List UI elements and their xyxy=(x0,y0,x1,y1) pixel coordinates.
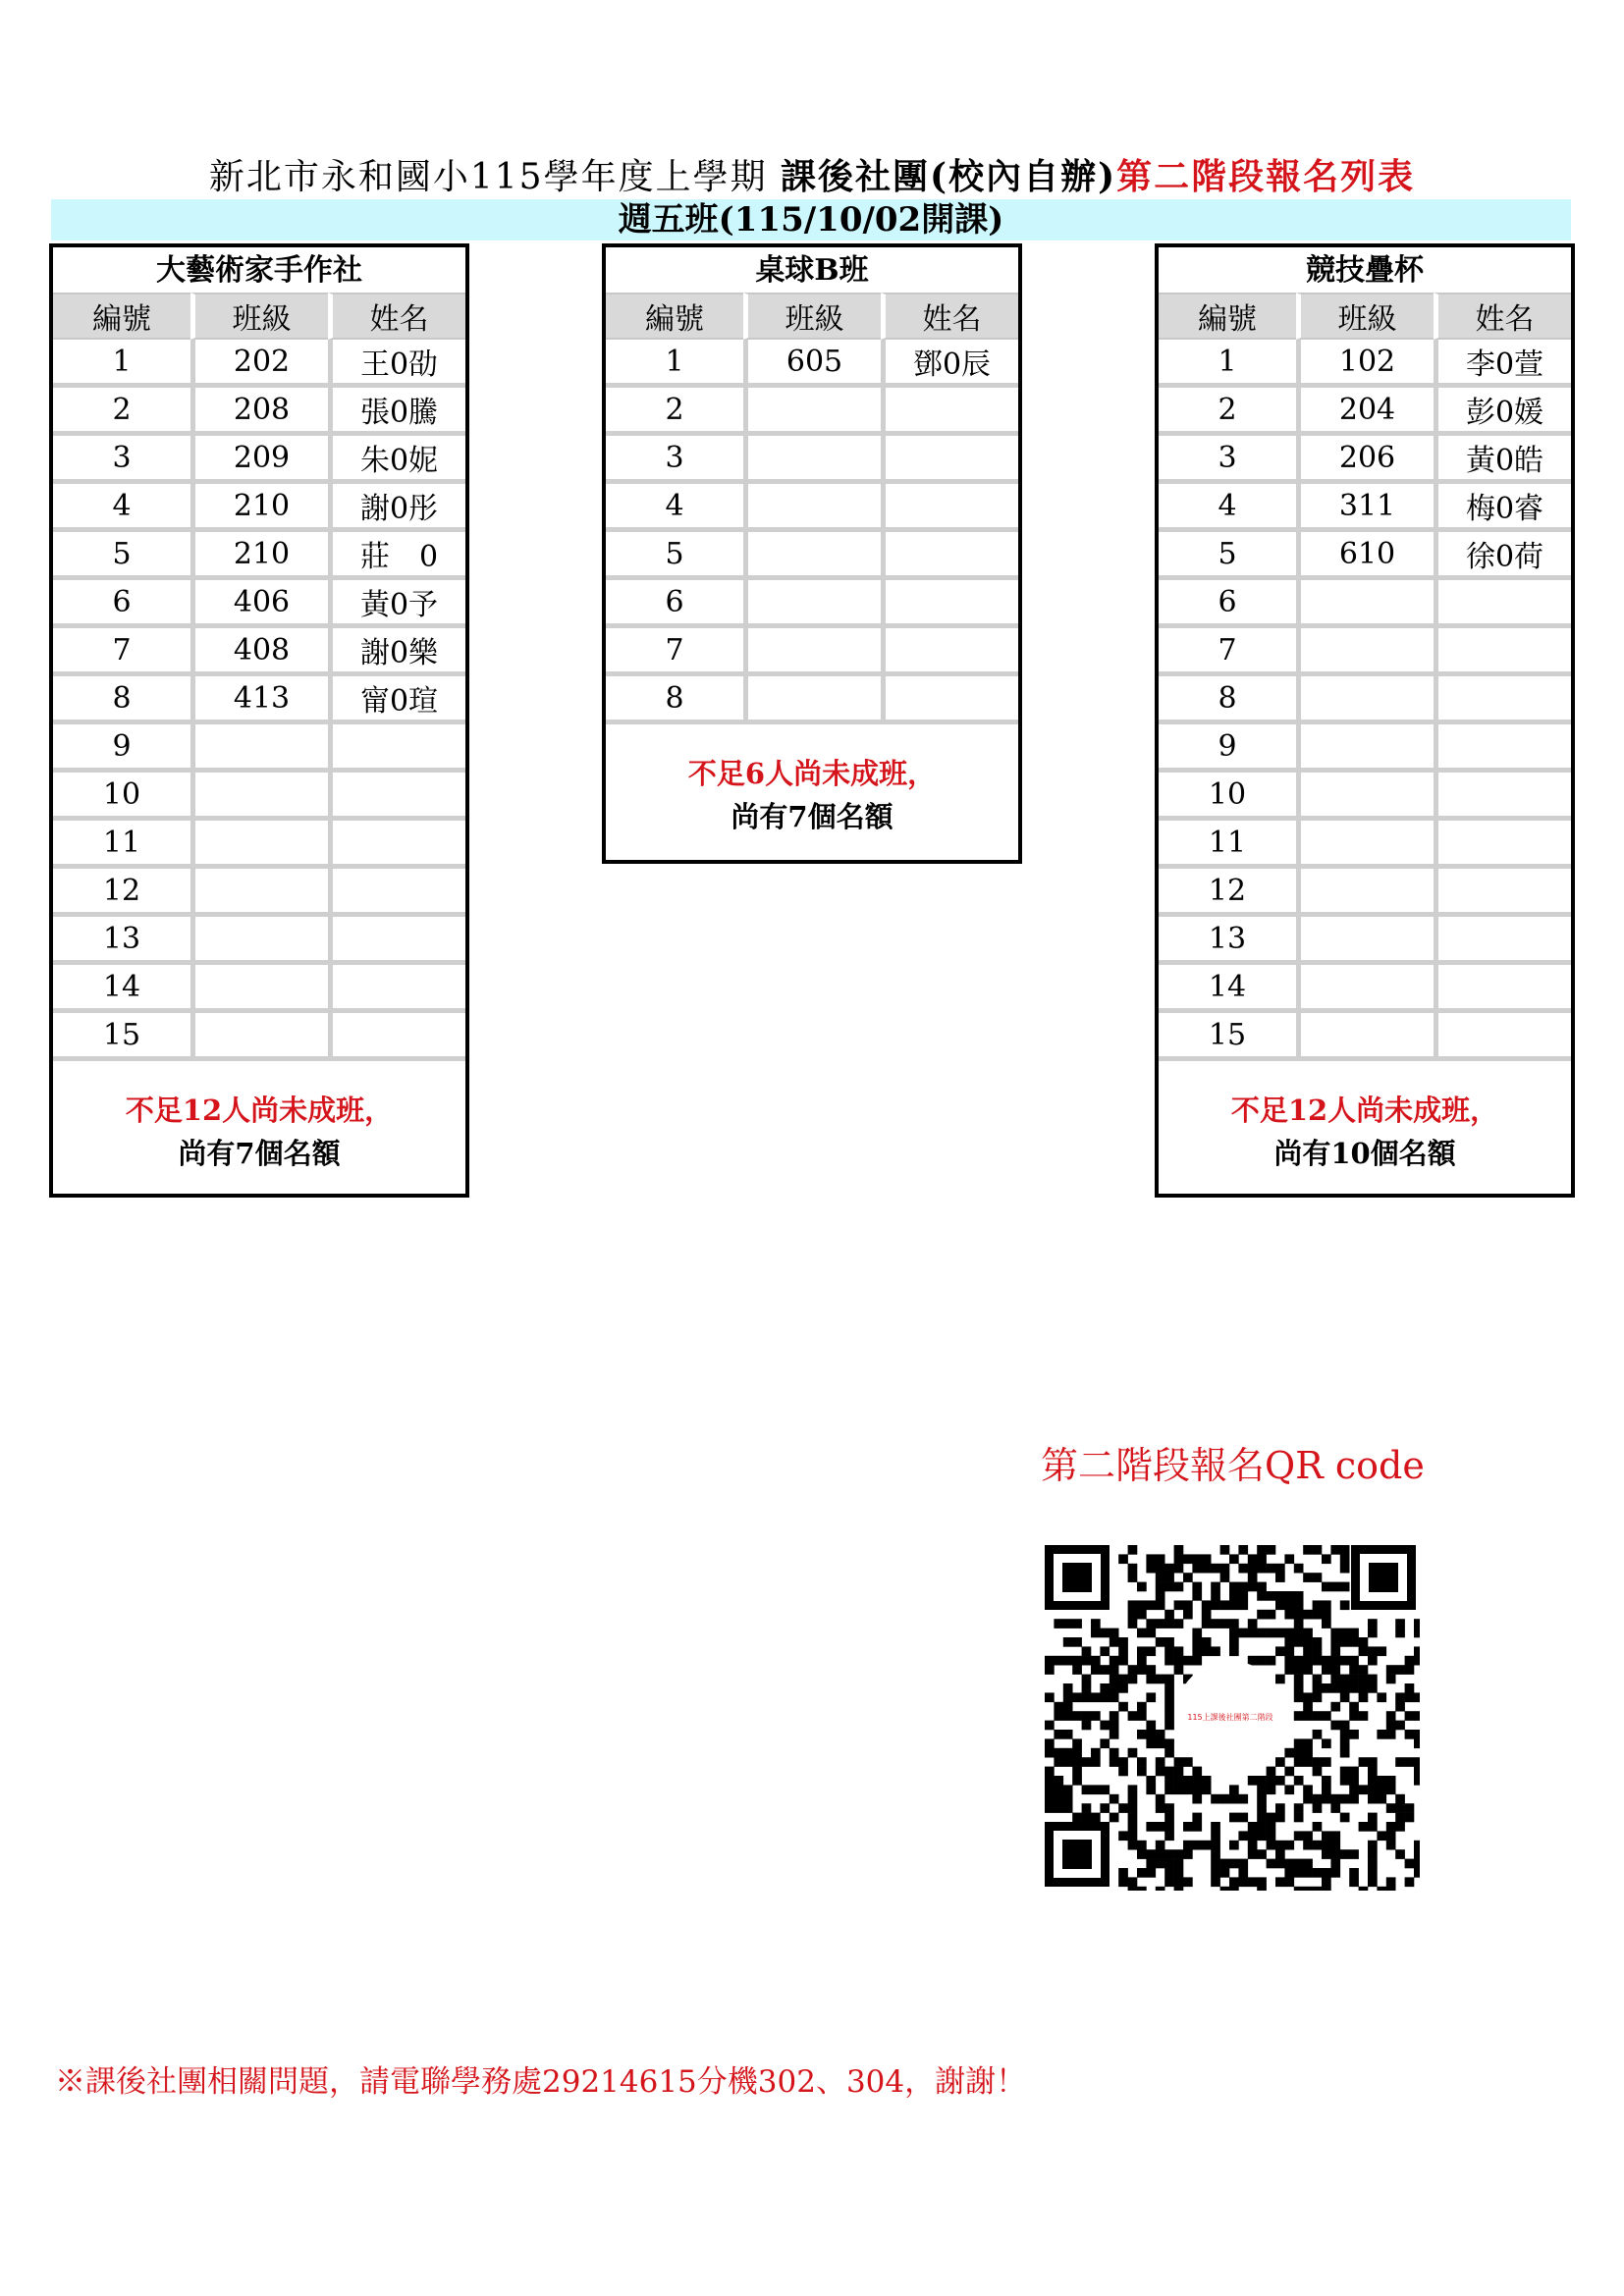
row-number: 2 xyxy=(53,388,190,436)
row-name: 彭0媛 xyxy=(1434,388,1571,436)
row-class xyxy=(1296,917,1434,965)
roster-table xyxy=(53,293,465,1061)
row-number: 5 xyxy=(1159,532,1296,580)
row-number: 1 xyxy=(53,340,190,388)
row-name xyxy=(1434,580,1571,628)
table-header-row xyxy=(1159,293,1571,340)
table-row xyxy=(1159,917,1571,965)
row-number: 3 xyxy=(606,436,743,484)
column-header: 編號 xyxy=(53,293,190,340)
table-row xyxy=(1159,869,1571,917)
row-number: 14 xyxy=(53,965,190,1013)
table-row xyxy=(53,1013,465,1061)
club-name: 競技疊杯 xyxy=(1306,253,1424,288)
row-name xyxy=(328,1013,465,1061)
row-number: 12 xyxy=(1159,869,1296,917)
row-class xyxy=(1296,580,1434,628)
row-number: 5 xyxy=(606,532,743,580)
row-name: 甯0瑄 xyxy=(328,676,465,724)
title-program: 課後社團(校內自辦) xyxy=(781,156,1117,197)
row-number: 6 xyxy=(53,580,190,628)
column-header: 班級 xyxy=(190,293,328,340)
table-row xyxy=(53,628,465,676)
table-row xyxy=(53,724,465,773)
table-row xyxy=(1159,724,1571,773)
row-class xyxy=(743,484,881,532)
status-warning: 不足12人尚未成班， xyxy=(125,1094,394,1127)
table-row xyxy=(53,436,465,484)
schedule-banner: 週五班(115/10/02開課) xyxy=(51,199,1571,240)
row-number: 9 xyxy=(53,724,190,773)
qr-finder-bottom-left xyxy=(1045,1822,1110,1887)
row-class xyxy=(190,773,328,821)
status-warning: 不足12人尚未成班， xyxy=(1230,1094,1499,1127)
row-number: 12 xyxy=(53,869,190,917)
table-row xyxy=(53,340,465,388)
table-row xyxy=(1159,388,1571,436)
row-name: 黃0皓 xyxy=(1434,436,1571,484)
row-number: 4 xyxy=(53,484,190,532)
table-row xyxy=(1159,532,1571,580)
row-number: 15 xyxy=(53,1013,190,1061)
club-panel-cup-stacking xyxy=(1155,243,1575,1198)
column-header: 編號 xyxy=(606,293,743,340)
table-row xyxy=(53,773,465,821)
qr-finder-top-left xyxy=(1045,1545,1110,1610)
row-class: 210 xyxy=(190,484,328,532)
qr-center-label: 115上課後社團第二階段 xyxy=(1187,1713,1273,1722)
row-class xyxy=(190,869,328,917)
table-row xyxy=(1159,340,1571,388)
row-name: 梅0睿 xyxy=(1434,484,1571,532)
row-class xyxy=(743,676,881,724)
row-name xyxy=(328,821,465,869)
row-name xyxy=(1434,869,1571,917)
table-row xyxy=(606,388,1018,436)
row-class: 605 xyxy=(743,340,881,388)
row-class: 610 xyxy=(1296,532,1434,580)
row-name: 謝0彤 xyxy=(328,484,465,532)
row-number: 4 xyxy=(606,484,743,532)
row-name: 朱0妮 xyxy=(328,436,465,484)
row-name xyxy=(881,388,1018,436)
row-name xyxy=(328,965,465,1013)
table-row xyxy=(1159,1013,1571,1061)
column-header: 編號 xyxy=(1159,293,1296,340)
table-row xyxy=(1159,484,1571,532)
row-name xyxy=(328,724,465,773)
row-name: 王0劭 xyxy=(328,340,465,388)
row-number: 1 xyxy=(1159,340,1296,388)
column-header: 姓名 xyxy=(1434,293,1571,340)
remaining-seats: 尚有7個名額 xyxy=(731,800,893,833)
row-name: 鄧0辰 xyxy=(881,340,1018,388)
row-name xyxy=(881,676,1018,724)
row-class: 208 xyxy=(190,388,328,436)
column-header: 班級 xyxy=(1296,293,1434,340)
row-number: 5 xyxy=(53,532,190,580)
row-name: 徐0荷 xyxy=(1434,532,1571,580)
table-row xyxy=(1159,676,1571,724)
enrollment-note xyxy=(53,1061,465,1175)
club-panel-table-tennis xyxy=(602,243,1022,864)
row-number: 6 xyxy=(1159,580,1296,628)
roster-table xyxy=(1159,293,1571,1061)
table-row xyxy=(53,532,465,580)
table-row xyxy=(606,628,1018,676)
enrollment-note xyxy=(1159,1061,1571,1175)
row-name xyxy=(1434,1013,1571,1061)
club-name: 桌球B班 xyxy=(755,253,869,288)
table-row xyxy=(1159,628,1571,676)
table-row xyxy=(53,388,465,436)
row-class xyxy=(1296,821,1434,869)
row-name: 張0騰 xyxy=(328,388,465,436)
qr-caption: 第二階段報名QR code xyxy=(1041,1444,1425,1487)
row-class: 311 xyxy=(1296,484,1434,532)
column-header: 班級 xyxy=(743,293,881,340)
club-panel-art xyxy=(49,243,469,1198)
table-row xyxy=(606,580,1018,628)
row-class xyxy=(1296,869,1434,917)
table-row xyxy=(53,917,465,965)
row-number: 6 xyxy=(606,580,743,628)
row-class: 408 xyxy=(190,628,328,676)
club-name: 大藝術家手作社 xyxy=(156,253,362,288)
row-name xyxy=(328,869,465,917)
row-name xyxy=(1434,965,1571,1013)
row-name xyxy=(881,436,1018,484)
row-name xyxy=(1434,724,1571,773)
row-class xyxy=(743,532,881,580)
row-class: 210 xyxy=(190,532,328,580)
column-header: 姓名 xyxy=(881,293,1018,340)
table-header-row xyxy=(53,293,465,340)
row-class: 413 xyxy=(190,676,328,724)
row-name xyxy=(881,628,1018,676)
row-name xyxy=(1434,773,1571,821)
row-number: 2 xyxy=(1159,388,1296,436)
table-row xyxy=(53,869,465,917)
row-class xyxy=(1296,628,1434,676)
row-name: 黃0予 xyxy=(328,580,465,628)
row-name xyxy=(881,580,1018,628)
row-class xyxy=(190,1013,328,1061)
row-number: 10 xyxy=(53,773,190,821)
table-row xyxy=(53,965,465,1013)
table-row xyxy=(53,580,465,628)
row-number: 11 xyxy=(53,821,190,869)
row-number: 11 xyxy=(1159,821,1296,869)
row-name xyxy=(328,917,465,965)
row-name xyxy=(881,484,1018,532)
row-number: 10 xyxy=(1159,773,1296,821)
table-row xyxy=(1159,436,1571,484)
row-name xyxy=(1434,676,1571,724)
row-class xyxy=(743,628,881,676)
status-warning: 不足6人尚未成班， xyxy=(687,757,937,790)
table-row xyxy=(606,484,1018,532)
table-row xyxy=(53,484,465,532)
row-class: 206 xyxy=(1296,436,1434,484)
row-number: 8 xyxy=(1159,676,1296,724)
table-row xyxy=(1159,821,1571,869)
row-number: 7 xyxy=(1159,628,1296,676)
row-number: 14 xyxy=(1159,965,1296,1013)
table-row xyxy=(53,821,465,869)
title-list: 第二階段報名列表 xyxy=(1116,156,1416,197)
row-name xyxy=(1434,917,1571,965)
row-name: 李0萱 xyxy=(1434,340,1571,388)
enrollment-note xyxy=(606,724,1018,838)
qr-code-image[interactable] xyxy=(1041,1541,1420,1891)
row-class xyxy=(1296,676,1434,724)
table-row xyxy=(53,676,465,724)
page-title xyxy=(0,149,1624,199)
row-class: 102 xyxy=(1296,340,1434,388)
table-row xyxy=(1159,773,1571,821)
row-name: 莊 0 xyxy=(328,532,465,580)
row-class xyxy=(1296,773,1434,821)
row-class xyxy=(1296,724,1434,773)
table-row xyxy=(1159,580,1571,628)
table-row xyxy=(606,676,1018,724)
table-row xyxy=(1159,965,1571,1013)
row-name xyxy=(1434,821,1571,869)
contact-footer: ※課後社團相關問題，請電聯學務處29214615分機302、304，謝謝！ xyxy=(55,2064,1027,2100)
row-class: 204 xyxy=(1296,388,1434,436)
row-number: 4 xyxy=(1159,484,1296,532)
row-class xyxy=(743,580,881,628)
row-class xyxy=(1296,1013,1434,1061)
row-class: 209 xyxy=(190,436,328,484)
row-number: 8 xyxy=(53,676,190,724)
row-name: 謝0樂 xyxy=(328,628,465,676)
row-class xyxy=(743,436,881,484)
row-number: 1 xyxy=(606,340,743,388)
row-name xyxy=(328,773,465,821)
title-school: 新北市永和國小115學年度上學期 xyxy=(208,157,782,197)
qr-finder-top-right xyxy=(1351,1545,1416,1610)
row-number: 2 xyxy=(606,388,743,436)
row-number: 7 xyxy=(53,628,190,676)
row-number: 9 xyxy=(1159,724,1296,773)
row-class xyxy=(1296,965,1434,1013)
table-row xyxy=(606,340,1018,388)
table-row xyxy=(606,436,1018,484)
row-name xyxy=(881,532,1018,580)
row-number: 7 xyxy=(606,628,743,676)
table-row xyxy=(606,532,1018,580)
row-class xyxy=(190,724,328,773)
row-class xyxy=(190,965,328,1013)
roster-table xyxy=(606,293,1018,724)
row-class: 202 xyxy=(190,340,328,388)
row-class xyxy=(190,821,328,869)
row-class xyxy=(190,917,328,965)
row-number: 8 xyxy=(606,676,743,724)
row-number: 3 xyxy=(1159,436,1296,484)
row-number: 13 xyxy=(53,917,190,965)
row-number: 3 xyxy=(53,436,190,484)
row-name xyxy=(1434,628,1571,676)
remaining-seats: 尚有7個名額 xyxy=(178,1137,341,1170)
remaining-seats: 尚有10個名額 xyxy=(1273,1137,1456,1170)
column-header: 姓名 xyxy=(328,293,465,340)
row-number: 15 xyxy=(1159,1013,1296,1061)
row-class: 406 xyxy=(190,580,328,628)
table-header-row xyxy=(606,293,1018,340)
row-number: 13 xyxy=(1159,917,1296,965)
row-class xyxy=(743,388,881,436)
